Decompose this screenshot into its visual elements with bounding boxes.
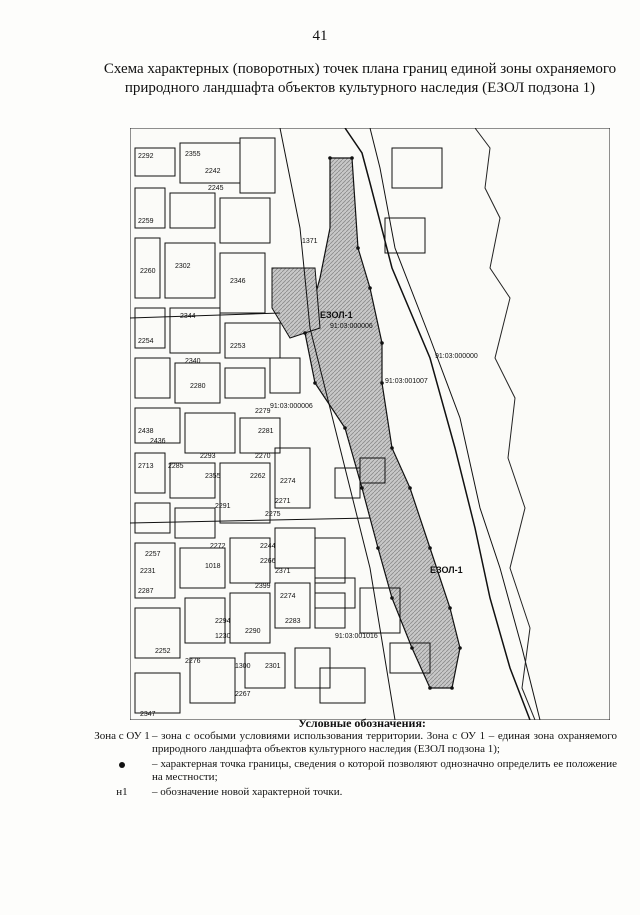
- parcel-number: 2270: [255, 453, 271, 460]
- parcel-number: 1371: [302, 238, 318, 245]
- quarter-code: 91:03:000006: [270, 403, 313, 410]
- parcel-number: 2355: [185, 151, 201, 158]
- parcel-number: 2260: [140, 268, 156, 275]
- parcel-number: 2294: [215, 618, 231, 625]
- parcel-number: 2279: [255, 408, 271, 415]
- page-number: 41: [312, 28, 328, 44]
- parcel-number: 2266: [260, 558, 276, 565]
- parcel-number: 2287: [138, 588, 154, 595]
- parcel-number: 2252: [155, 648, 171, 655]
- legend-desc-zone: – зона с особыми условиями использования территории. Зона с ОУ 1 – единая зона охраняемого природного ландшафта объектов культурного наследия (ЕЗОЛ подзона 1);: [152, 730, 617, 755]
- parcel-number: 2371: [275, 568, 291, 575]
- parcel-number: 2272: [210, 543, 226, 550]
- map-canvas: [130, 128, 610, 720]
- parcel-number: 2713: [138, 463, 154, 470]
- parcel-number: 2271: [275, 498, 291, 505]
- parcel-number: 2257: [145, 551, 161, 558]
- legend-symbol-new-point: н1: [116, 786, 128, 798]
- parcel-number: 2280: [190, 383, 206, 390]
- parcel-number: 2347: [140, 711, 156, 718]
- zone-label-2: ЕЗОЛ-1: [430, 565, 463, 575]
- parcel-number: 1300: [235, 663, 251, 670]
- legend-desc-new-point: – обозначение новой характерной точки.: [152, 786, 343, 798]
- quarter-code: 91:03:000000: [435, 353, 478, 360]
- parcel-number: 2346: [230, 278, 246, 285]
- quarter-code: 91:03:001016: [335, 633, 378, 640]
- parcel-number: 2344: [180, 313, 196, 320]
- parcel-number: 2281: [258, 428, 274, 435]
- parcel-number: 2283: [285, 618, 301, 625]
- legend-heading: Условные обозначения:: [298, 716, 426, 730]
- parcel-number: 2254: [138, 338, 154, 345]
- parcel-number: 2274: [280, 593, 296, 600]
- parcel-number: 2301: [265, 663, 281, 670]
- parcel-number: 2302: [175, 263, 191, 270]
- parcel-number: 2355: [205, 473, 221, 480]
- quarter-code: 91:03:001007: [385, 378, 428, 385]
- parcel-number: 2292: [138, 153, 154, 160]
- parcel-number: 2340: [185, 358, 201, 365]
- legend-item-zone: [92, 730, 617, 756]
- parcel-number: 2242: [205, 168, 221, 175]
- parcel-number: 1018: [205, 563, 221, 570]
- parcel-number: 2293: [200, 453, 216, 460]
- parcel-number: 1230: [215, 633, 231, 640]
- parcel-number: 2291: [215, 503, 231, 510]
- parcel-number: 2244: [260, 543, 276, 550]
- parcel-number: 2245: [208, 185, 224, 192]
- parcel-number: 2436: [150, 438, 166, 445]
- quarter-code: 91:03:000006: [330, 323, 373, 330]
- legend-item-new-point: [92, 786, 617, 799]
- parcel-number: 2290: [245, 628, 261, 635]
- cadastral-map: [130, 128, 610, 720]
- parcel-number: 2231: [140, 568, 156, 575]
- parcel-number: 2274: [280, 478, 296, 485]
- parcel-number: 2267: [235, 691, 251, 698]
- parcel-number: 2276: [185, 658, 201, 665]
- parcel-number: 2275: [265, 511, 281, 518]
- parcel-number: 2253: [230, 343, 246, 350]
- legend-desc-point: – характерная точка границы, сведения о которой позволяют однозначно определить ее положение на местности;: [152, 758, 617, 783]
- zone-label-1: ЕЗОЛ-1: [320, 310, 353, 320]
- legend: [92, 730, 617, 801]
- boundary-point-icon: [119, 762, 125, 768]
- parcel-number: 2262: [250, 473, 266, 480]
- parcel-number: 2259: [138, 218, 154, 225]
- parcel-number: 2285: [168, 463, 184, 470]
- parcel-number: 2399: [255, 583, 271, 590]
- page-title: Схема характерных (поворотных) точек плана границ единой зоны охраняемого природного ландшафта объектов культурного наследия (ЕЗОЛ подзона 1): [103, 61, 617, 96]
- legend-item-point: [92, 758, 617, 784]
- legend-symbol-point: [92, 758, 152, 784]
- parcel-number: 2438: [138, 428, 154, 435]
- legend-symbol-zone: Зона с ОУ 1: [94, 730, 150, 742]
